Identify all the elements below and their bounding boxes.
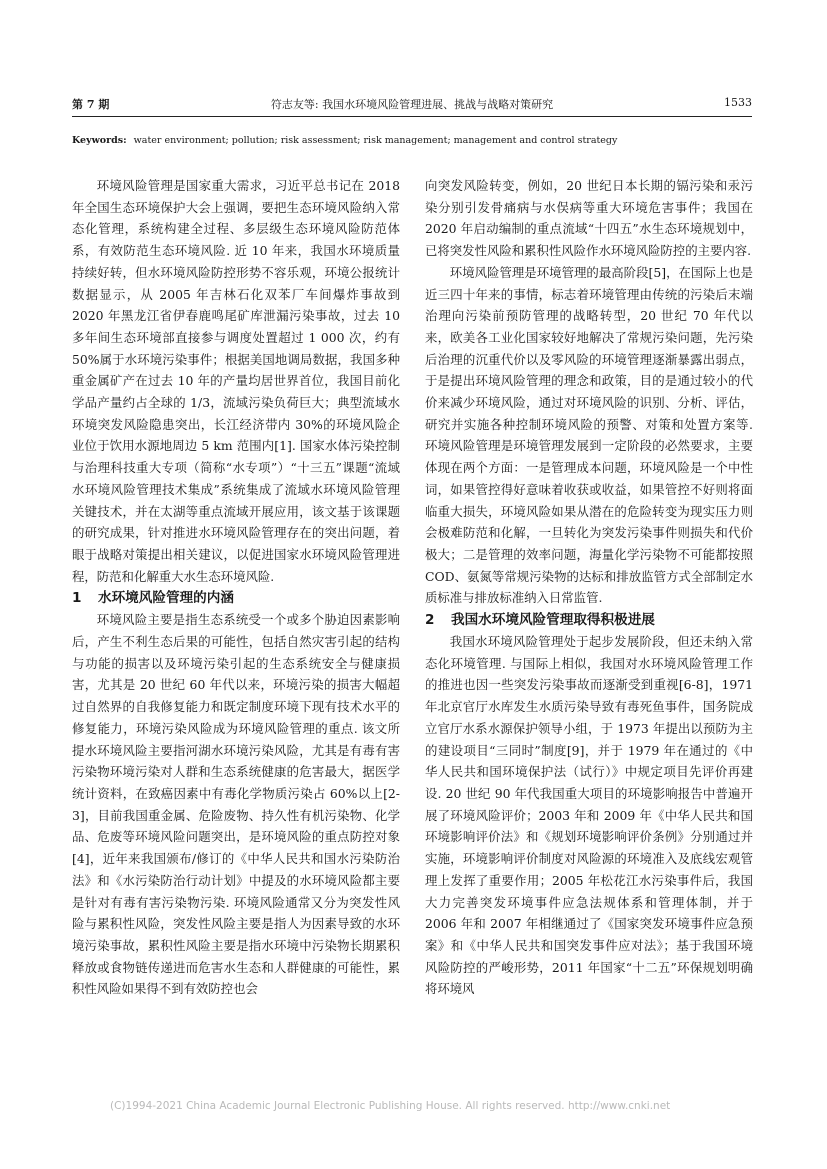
running-header — [72, 96, 752, 114]
intro-paragraph: 环境风险管理是国家重大需求，习近平总书记在 2018 年全国生态环境保护大会上强调，要把生态环境风险纳入常态化管理，系统构建全过程、多层级生态环境风险防范体系，有效防范生态环境风险. 近 10 年来，我国水环境质量持续好转，但水环境风险防控形势不容乐观，环境公报统计数据显示，从 2005 年吉林石化双苯厂车间爆炸事故到 2020 年黑龙江省伊春鹿鸣尾矿库泄漏污染事故，过去 10 多年间生态环境部直接参与调度处置超过 1 000 次，约有 50%属于水环境污染事件；根据美国地调局数据，我国多种重金属矿产在过去 10 年的产量均居世界首位，我国目前化学品产量约占全球的 1/3，流域污染负荷巨大；典型流域水环境突发风险隐患突出，长江经济带内 30%的环境风险企业位于饮用水源地周边 5 km 范围内[1]. 国家水体污染控制与治理科技重大专项（简称“水专项”）“十三五”课题“流域水环境风险管理技术集成”系统集成了流域水环境风险管理关键技术，并在太湖等重点流域开展应用，该文基于该课题的研究成果，针对推进水环境风险管理存在的突出问题，着眼于战略对策提出相关建议，以促进国家水环境风险管理进程，防范和化解重大水生态环境风险. — [72, 178, 400, 584]
left-column — [72, 175, 400, 1143]
section-1-heading — [72, 587, 400, 609]
section-1-number: 1 — [72, 590, 82, 607]
cnki-watermark: (C)1994-2021 China Academic Journal Electronic Publishing House. All rights reserved. http://www.cnki.net — [110, 1100, 671, 1112]
risk-management-paragraph: 环境风险管理是环境管理的最高阶段[5]，在国际上也是近三四十年来的事情，标志着环境管理由传统的污染后末端治理向污染前预防管理的战略转型，20 世纪 70 年代以来，欧美各工业化国家较好地解决了常规污染问题，先污染后治理的沉重代价以及零风险的环境管理逐渐暴露出弱点，于是提出环境风险管理的理念和政策，目的是通过较小的代价来减少环境风险，通过对环境风险的识别、分析、评估，研究并实施各种控制环境风险的预警、对策和处置方案等. 环境风险管理是环境管理发展到一定阶段的必然要求，主要体现在两个方面：一是管理成本问题，环境风险是一个中性词，如果管控得好意味着收获或收益，如果管控不好则将面临重大损失，环境风险如果从潜在的危险转变为现实压力则会极难防范和化解，一旦转化为突发污染事件则损失和代价极大；二是管理的效率问题，海量化学污染物不可能都按照 COD、氨氮等常规污染物的达标和排放监管方式全部制定水质标准与排放标准纳入日常监管. — [425, 264, 753, 606]
section-1-title: 水环境风险管理的内涵 — [98, 590, 234, 607]
continued-paragraph: 向突发风险转变，例如，20 世纪日本长期的镉污染和汞污染分别引发骨痛病与水俣病等重大环境危害事件；我国在 2020 年启动编制的重点流域“十四五”水生态环境规划中，已将突发性风险和累积性风险作水环境风险防控的主要内容. — [425, 178, 753, 259]
header-divider — [72, 116, 752, 117]
section-2-heading — [425, 609, 753, 631]
keywords-line — [72, 135, 752, 146]
section-1-paragraph: 环境风险主要是指生态系统受一个或多个胁迫因素影响后，产生不利生态后果的可能性，包括自然灾害引起的结构与功能的损害以及环境污染引起的生态系统安全与健康损害，尤其是 20 世纪 60 年代以来，环境污染的损害大幅超过自然界的自我修复能力和既定制度环境下现有技术水平的修复能力，环境污染风险成为环境风险管理的重点. 该文所提水环境风险主要指河湖水环境污染风险，尤其是有毒有害污染物环境污染对人群和生态系统健康的危害最大，据医学统计资料，在致癌因素中有毒化学物质污染占 60%以上[2-3]，目前我国重金属、危险废物、持久性有机污染物、化学品、危废等环境风险问题突出，是环境风险的重点防控对象[4]，近年来我国颁布/修订的《中华人民共和国水污染防治法》和《水污染防治行动计划》中提及的水环境风险都主要是针对有毒有害污染物污染. 环境风险通常又分为突发性风险与累积性风险，突发性风险主要是指人为因素导致的水环境污染事故，累积性风险主要是指水环境中污染物长期累积释放或食物链传递进而危害水生态和人群健康的可能性，累积性风险如果得不到有效防控也会 — [72, 612, 400, 997]
keywords-text: water environment; pollution; risk assessment; risk management; management and control strategy — [133, 135, 618, 146]
section-2-number: 2 — [425, 612, 435, 629]
issue-number: 第 7 期 — [72, 98, 110, 111]
keywords-label: Keywords: — [72, 135, 127, 146]
page-number: 1533 — [724, 96, 752, 109]
section-2-paragraph: 我国水环境风险管理处于起步发展阶段，但还未纳入常态化环境管理. 与国际上相似，我国对水环境风险管理工作的推进也因一些突发污染事故而逐渐受到重视[6-8]，1971 年北京官厅水库发生水质污染导致有毒死鱼事件，国务院成立官厅水系水源保护领导小组，于 1973 年提出以预防为主的建设项目“三同时”制度[9]，并于 1979 年在通过的《中华人民共和国环境保护法（试行）》中规定项目先评价再建设. 20 世纪 90 年代我国重大项目的环境影响报告中普遍开展了环境风险评价；2003 年和 2009 年《中华人民共和国环境影响评价法》和《规划环境影响评价条例》分别通过并实施，环境影响评价制度对风险源的环境准入及底线宏观管理上发挥了重要作用；2005 年松花江水污染事件后，我国大力完善突发环境事件应急法规体系和管理体制，并于 2006 年和 2007 年相继通过了《国家突发环境事件应急预案》和《中华人民共和国突发事件应对法》；基于我国环境风险防控的严峻形势，2011 年国家“十二五”环保规划明确将环境风 — [425, 634, 753, 997]
section-2-title: 我国水环境风险管理取得积极进展 — [451, 612, 655, 629]
right-column — [425, 175, 753, 1143]
running-title: 符志友等: 我国水环境风险管理进展、挑战与战略对策研究 — [270, 98, 554, 111]
